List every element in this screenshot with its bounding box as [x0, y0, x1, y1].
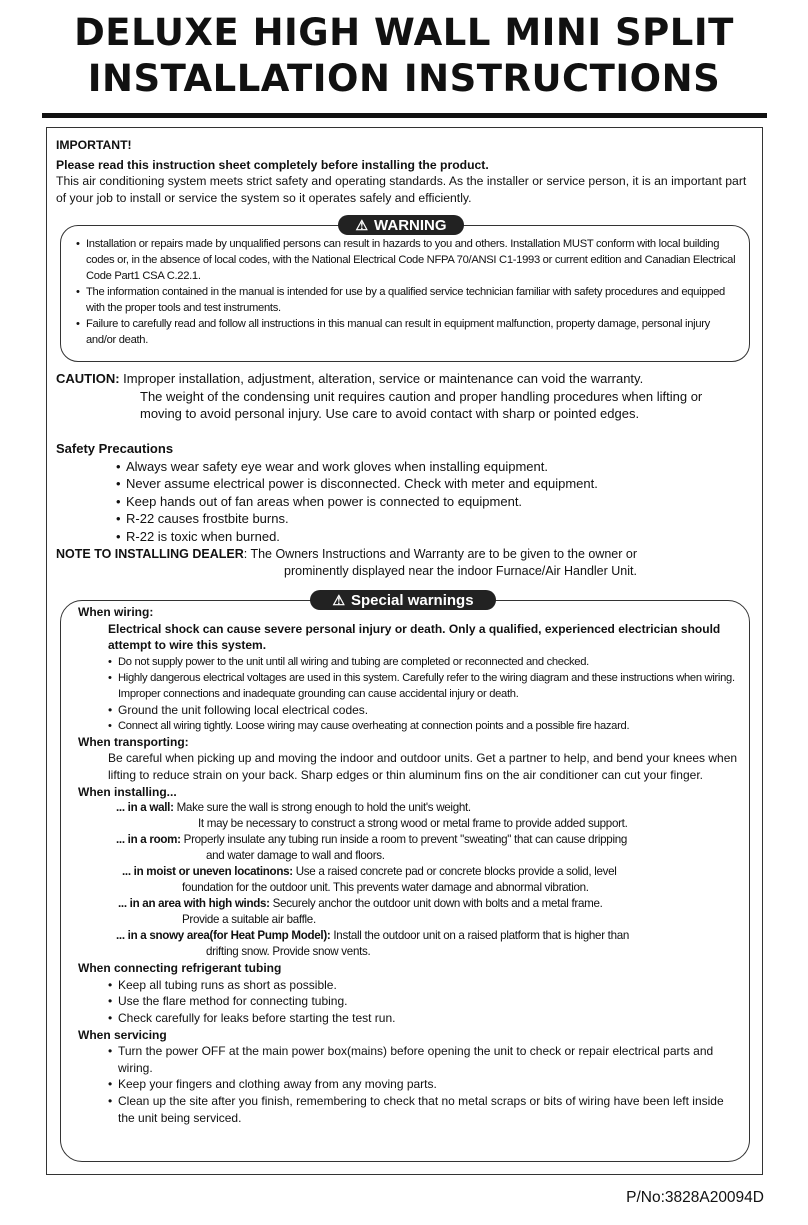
caution-section: [56, 370, 756, 423]
dealer-note-text-1: The Owners Instructions and Warranty are to be given to the owner or: [250, 547, 637, 561]
transporting-heading: When transporting:: [78, 734, 189, 749]
warning-item: • The information contained in the manual is intended for use by a qualified service technician familiar with safety procedures and equipped with the proper tools and test instruments.: [76, 284, 738, 316]
wiring-item: • Connect all wiring tightly. Loose wiring may cause overheating at connection points and a possible fire hazard.: [108, 718, 742, 734]
refrigerant-item: • Use the flare method for connecting tubing.: [108, 993, 742, 1010]
servicing-item: • Keep your fingers and clothing away from any moving parts.: [108, 1076, 742, 1093]
warning-label: ⚠ WARNING: [338, 215, 464, 235]
servicing-heading: When servicing: [78, 1027, 167, 1042]
safety-item: • R-22 is toxic when burned.: [116, 528, 756, 546]
part-number: P/No:3828A20094D: [626, 1189, 764, 1206]
transporting-body: Be careful when picking up and moving the indoor and outdoor units. Get a partner to help, and bend your knees when lifting to reduce strain on your back. Sharp edges or thin aluminum fins on the air conditioner can cut your finger.: [108, 751, 738, 782]
caution-line-2: The weight of the condensing unit requires caution and proper handling procedures when lifting or moving to avoid personal injury. Use care to avoid contact with sharp or pointed edges.: [140, 388, 703, 421]
refrigerant-heading: When connecting refrigerant tubing: [78, 961, 282, 976]
special-warnings-label: ⚠ Special warnings: [310, 590, 496, 610]
safety-section: [56, 440, 756, 545]
wiring-item: • Do not supply power to the unit until all wiring and tubing are completed or reconnected and checked.: [108, 654, 742, 670]
safety-item: • Keep hands out of fan areas when power is connected to equipment.: [116, 493, 756, 511]
warning-item: • Failure to carefully read and follow all instructions in this manual can result in equipment malfunction, property damage, personal injury and/or death.: [76, 316, 738, 348]
special-warnings-content: When wiring: Electrical shock can cause severe personal injury or death. Only a qualified, experienced electrician should attempt to wire this system. • Do not supply power to the unit until all wiring and tubing are completed or reconnected and checked. • Highly dangerous electrical voltages are used in this system. Carefully refer to the wiring diagram and these instructions when wiring. Improper connections and inadequate grounding can cause accidental injury or death. • Ground the unit following local electrical codes. • Connect all wiring tightly. Loose wiring may cause overheating at connection points and a possible fire hazard. When transporting: Be careful when picking up and moving the indoor and outdoor units. Get a partner to help, and bend your knees when lifting to reduce strain on your back. Sharp edges or thin aluminum fins on the air conditioner can cut your finger. When installing... ... in a wall: Make sure the wall is strong enough to hold the unit's weight. It may be necessary to construct a strong wood or metal frame to provide added support. ... in a room: Properly insulate any tubing run inside a room to prevent "sweating" that can cause dripping and water damage to wall and floors. ... in moist or uneven locatinons: Use a raised concrete pad or concrete blocks provide a solid, level foundation for the outdoor unit. This prevents water damage and abnormal vibration. ... in an area with high winds: Securely anchor the outdoor unit down with bolts and a metal frame. Provide a suitable air baffle. ... in a snowy area(for Heat Pump Model): Install the outdoor unit on a raised platform that is higher than drifting snow. Provide snow vents. When connecting refrigerant tubing • Keep all tubing runs as short as possible. • Use the flare method for connecting tubing. • Check carefully for leaks before starting the test run. When servicing • Turn the power OFF at the main power box(mains) before opening the unit to check or repair electrical parts and wiring. • Keep your fingers and clothing away from any moving parts. • Clean up the site after you finish, remembering to check that no metal scraps or bits of wiring have been left inside the unit being serviced.: [78, 604, 742, 1126]
caution-line-1: Improper installation, adjustment, alteration, service or maintenance can void the warranty.: [123, 371, 644, 386]
safety-heading: Safety Precautions: [56, 441, 174, 456]
safety-item: • R-22 causes frostbite burns.: [116, 510, 756, 528]
servicing-item: • Clean up the site after you finish, remembering to check that no metal scraps or bits of wiring have been left inside the unit being serviced.: [108, 1093, 742, 1126]
warning-triangle-icon: ⚠: [355, 217, 369, 233]
warning-item: • Installation or repairs made by unqualified persons can result in hazards to you and others. Installation MUST conform with local building codes or, in the absence of local codes, with the National Electrical Code NFPA 70/ANSI C1-1993 or current edition and Canadian Electrical Code Part1 CSA C.22.1.: [76, 236, 738, 284]
refrigerant-item: • Keep all tubing runs as short as possible.: [108, 977, 742, 994]
important-heading: IMPORTANT!: [56, 138, 132, 152]
wiring-item: • Ground the unit following local electrical codes.: [108, 702, 742, 718]
important-subheading: Please read this instruction sheet completely before installing the product.: [56, 157, 489, 172]
title-line-2: INSTALLATION INSTRUCTIONS: [87, 57, 721, 100]
warning-list: [76, 236, 738, 348]
safety-item: • Never assume electrical power is disconnected. Check with meter and equipment.: [116, 475, 756, 493]
warning-triangle-icon: ⚠: [332, 592, 345, 608]
caution-label: CAUTION:: [56, 371, 120, 386]
title-rule: [42, 113, 767, 118]
safety-item: • Always wear safety eye wear and work gloves when installing equipment.: [116, 458, 756, 476]
important-body: This air conditioning system meets strict safety and operating standards. As the installer or service person, it is an important part of your job to install or service the system so it operates safely and efficiently.: [56, 174, 747, 205]
wiring-lead: Electrical shock can cause severe personal injury or death. Only a qualified, experienced electrician should attempt to wire this system.: [108, 621, 721, 653]
dealer-note-label: NOTE TO INSTALLING DEALER: [56, 547, 244, 561]
dealer-note: NOTE TO INSTALLING DEALER: The Owners Instructions and Warranty are to be given to the owner or prominently displayed near the indoor Furnace/Air Handler Unit.: [56, 546, 756, 580]
document-title: [0, 10, 808, 102]
title-line-1: DELUXE HIGH WALL MINI SPLIT: [74, 11, 734, 54]
refrigerant-item: • Check carefully for leaks before starting the test run.: [108, 1010, 742, 1027]
wiring-heading: When wiring:: [78, 605, 154, 619]
wiring-item: • Highly dangerous electrical voltages are used in this system. Carefully refer to the wiring diagram and these instructions when wiring. Improper connections and inadequate grounding can cause accidental injury or death.: [108, 670, 742, 702]
installing-heading: When installing...: [78, 784, 177, 799]
dealer-note-text-2: prominently displayed near the indoor Furnace/Air Handler Unit.: [284, 564, 637, 578]
important-section: [56, 137, 756, 206]
servicing-item: • Turn the power OFF at the main power box(mains) before opening the unit to check or repair electrical parts and wiring.: [108, 1043, 742, 1076]
